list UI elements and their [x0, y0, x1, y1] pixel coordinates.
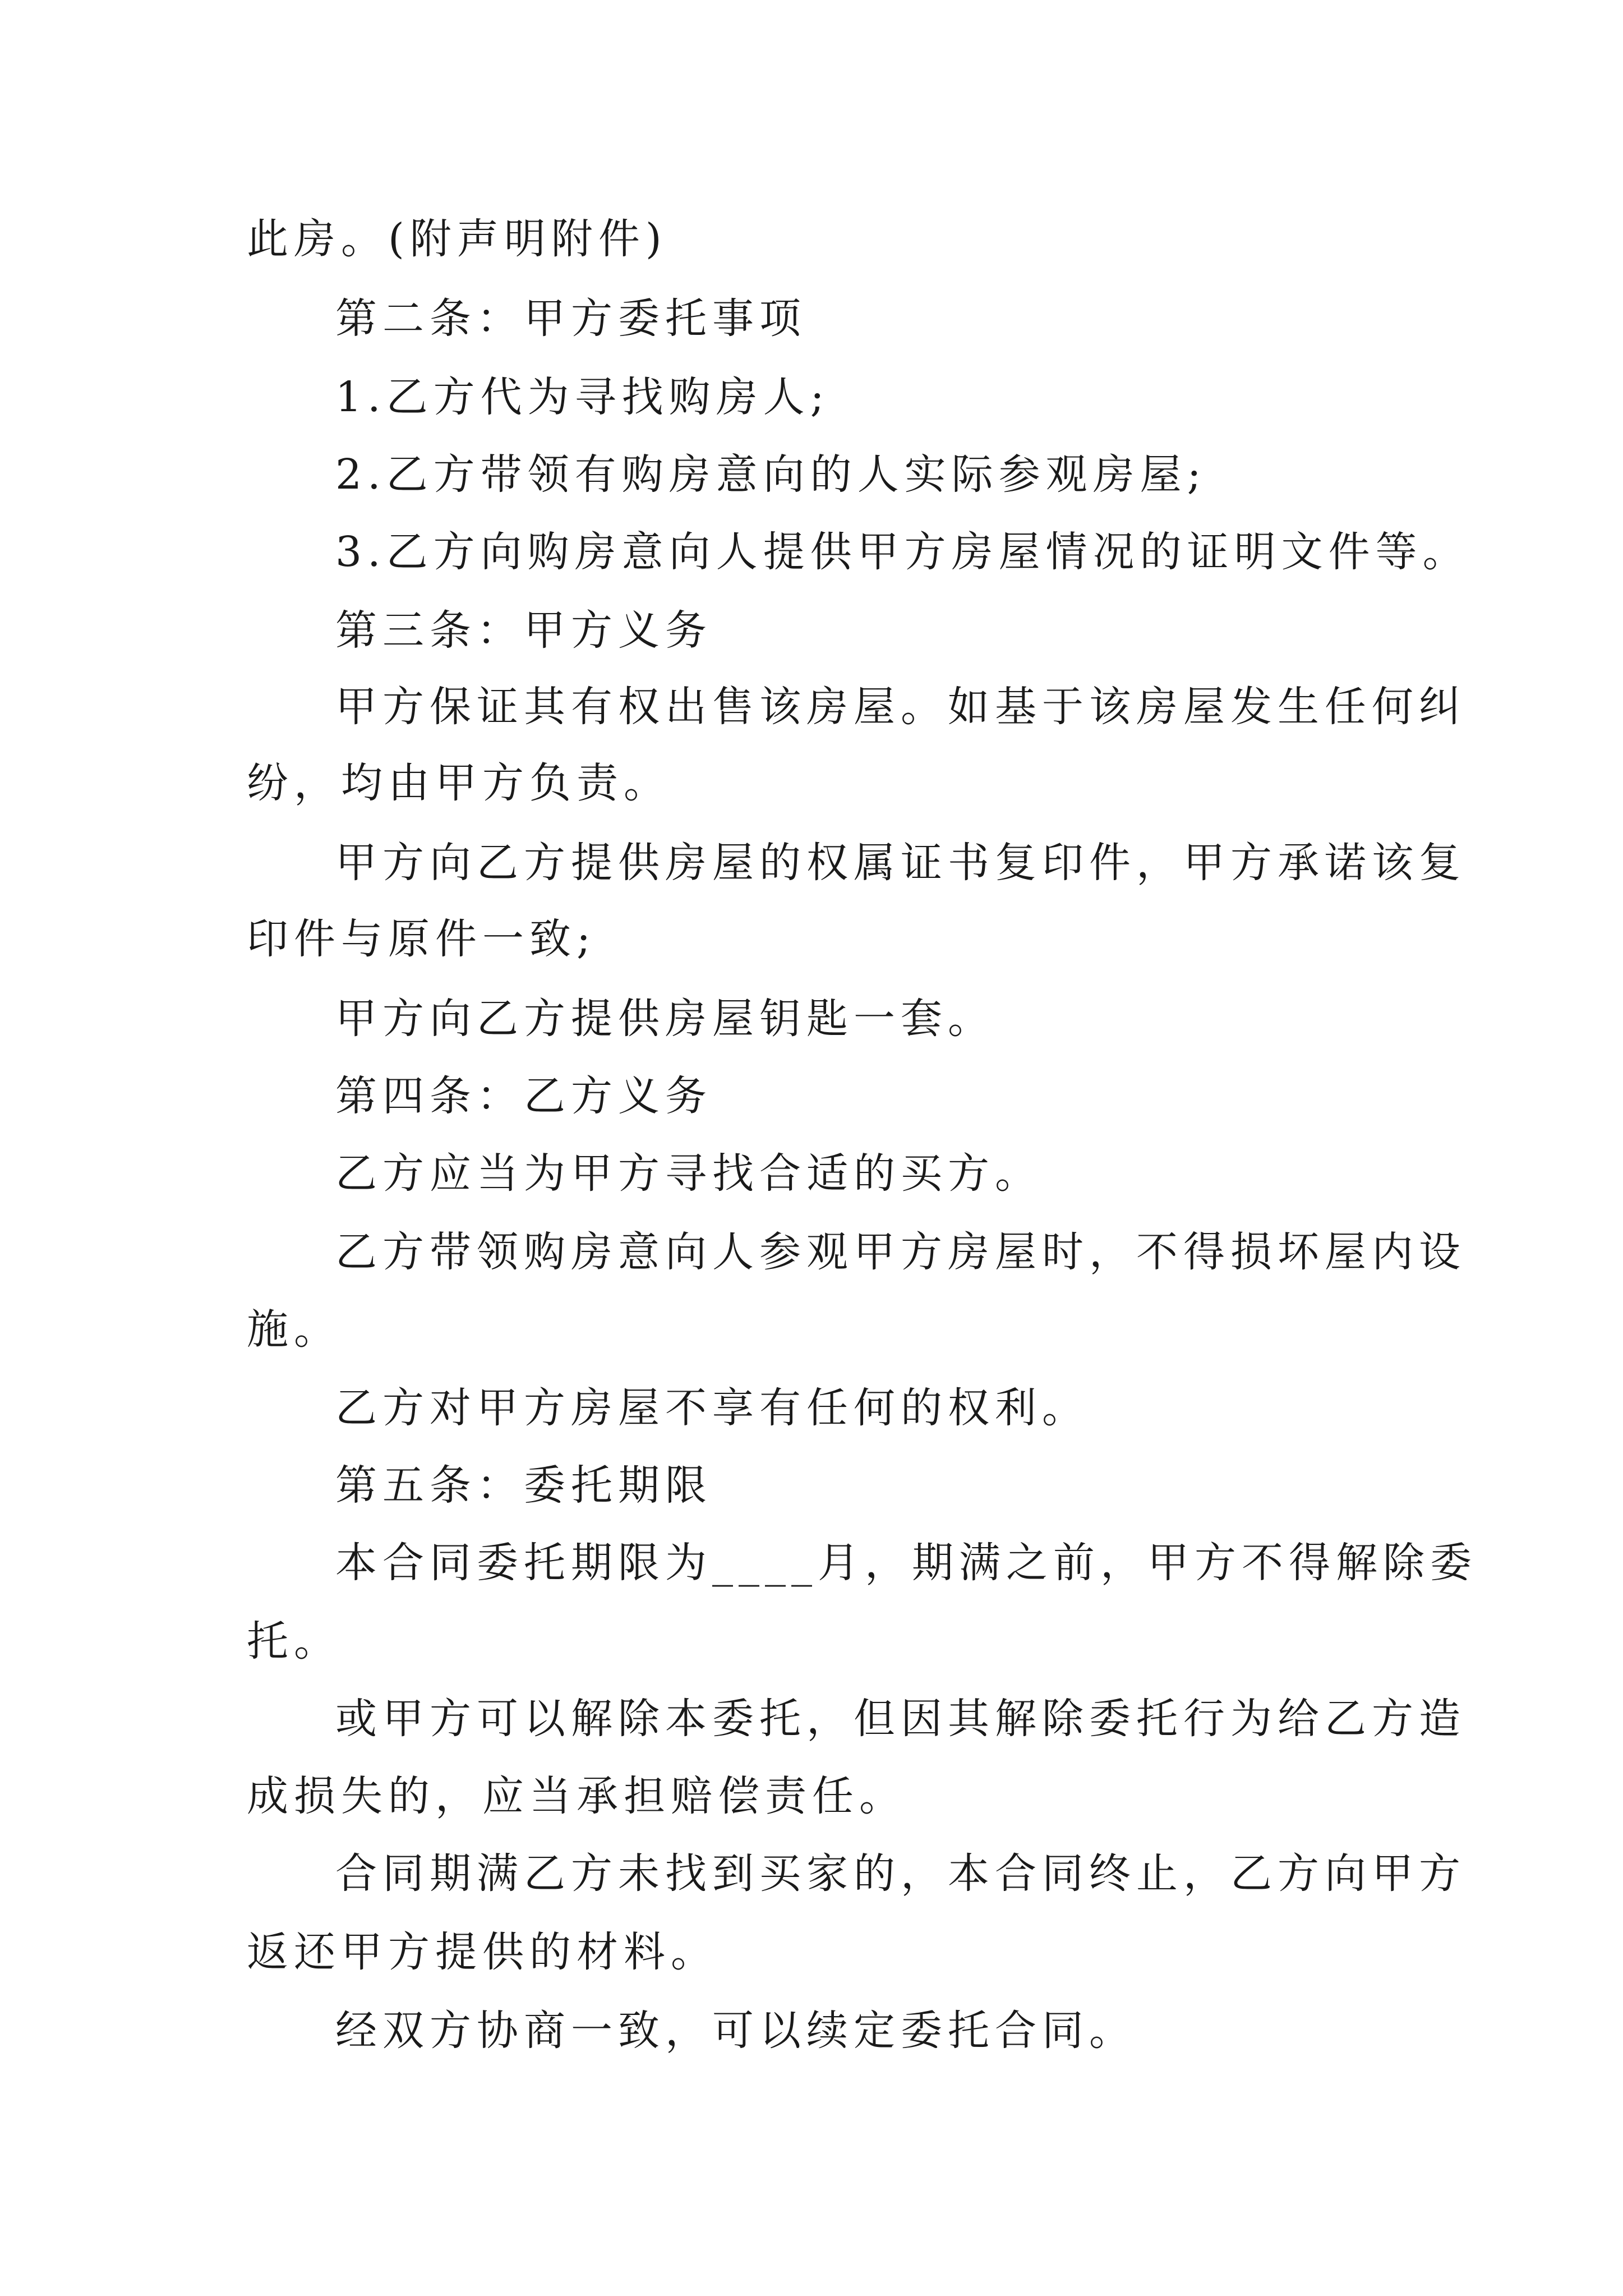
- paragraph-line: 甲方向乙方提供房屋钥匙一套。: [335, 995, 995, 1043]
- section-heading: 第三条：甲方义务: [335, 606, 712, 655]
- paragraph-line: 甲方保证其有权出售该房屋。如基于该房屋发生任何纠: [335, 683, 1466, 731]
- paragraph-line: 托。: [247, 1617, 341, 1665]
- paragraph-line: 乙方应当为甲方寻找合适的买方。: [335, 1149, 1042, 1198]
- paragraph-line: 合同期满乙方未找到买家的，本合同终止，乙方向甲方: [335, 1849, 1466, 1898]
- list-item: 1.乙方代为寻找购房人;: [335, 373, 830, 421]
- paragraph-line: 甲方向乙方提供房屋的权属证书复印件，甲方承诺该复: [335, 839, 1466, 887]
- list-item: 3.乙方向购房意向人提供甲方房屋情况的证明文件等。: [335, 528, 1470, 576]
- paragraph-line: 经双方协商一致，可以续定委托合同。: [335, 2007, 1136, 2055]
- paragraph-line: 本合同委托期限为____月，期满之前，甲方不得解除委: [335, 1539, 1477, 1587]
- paragraph-line: 成损失的，应当承担赔偿责任。: [247, 1772, 906, 1820]
- paragraph-line: 乙方带领购房意向人参观甲方房屋时，不得损坏屋内设: [335, 1228, 1466, 1276]
- paragraph-line: 返还甲方提供的材料。: [247, 1928, 718, 1976]
- section-heading: 第二条：甲方委托事项: [335, 295, 806, 343]
- paragraph-line: 此房。(附声明附件): [247, 215, 667, 263]
- paragraph-line: 乙方对甲方房屋不享有任何的权利。: [335, 1384, 1089, 1432]
- section-heading: 第四条：乙方义务: [335, 1072, 712, 1120]
- paragraph-line: 纷，均由甲方负责。: [247, 759, 671, 807]
- paragraph-line: 印件与原件一致;: [247, 915, 596, 963]
- paragraph-line: 施。: [247, 1305, 341, 1354]
- paragraph-line: 或甲方可以解除本委托，但因其解除委托行为给乙方造: [335, 1695, 1466, 1743]
- list-item: 2.乙方带领有购房意向的人实际参观房屋;: [335, 450, 1207, 499]
- section-heading: 第五条：委托期限: [335, 1461, 712, 1510]
